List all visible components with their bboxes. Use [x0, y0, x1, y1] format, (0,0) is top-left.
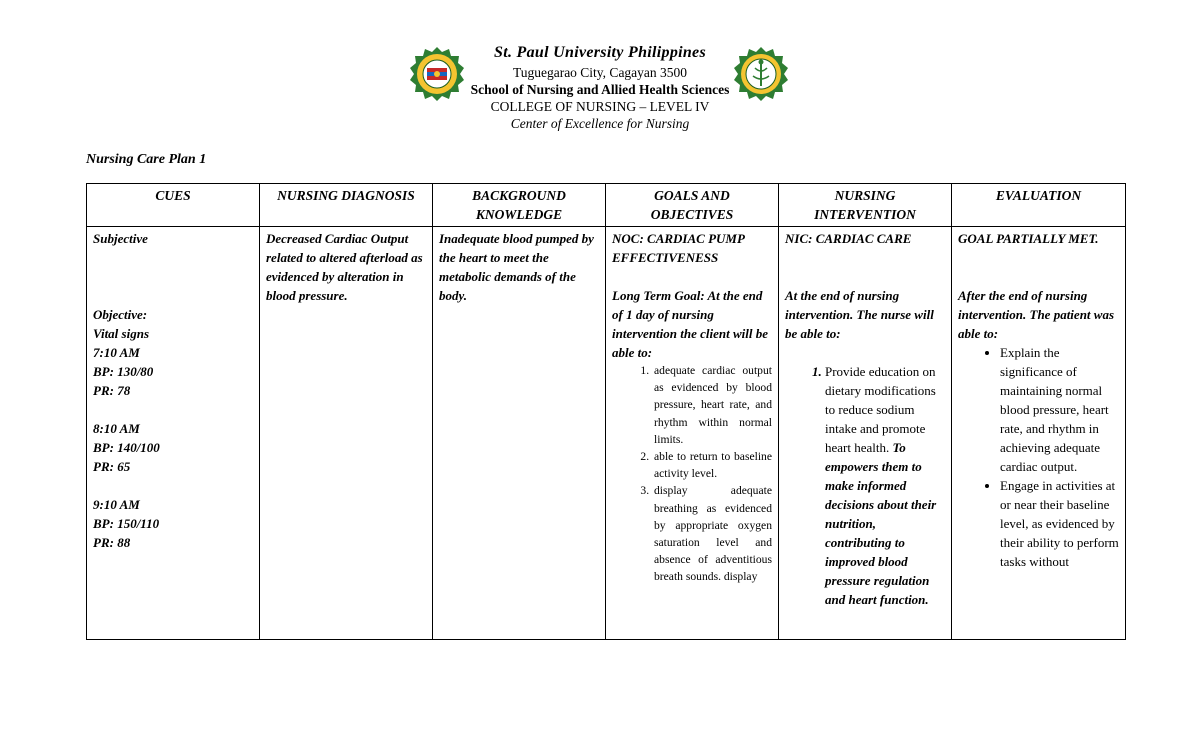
header-intervention [779, 184, 952, 227]
header-goals [606, 184, 779, 227]
vital-pr: PR: 78 [93, 383, 131, 398]
cues-cell [87, 227, 260, 640]
evaluation-cell [952, 227, 1126, 640]
list-item: • Explain the significance of maintaining normal blood pressure, heart rate, and rhythm in achieving adequate cardiac output. [1000, 343, 1119, 476]
header-intervention-line1: NURSING [834, 188, 896, 203]
vital-time: 7:10 AM [93, 345, 140, 360]
background-cell [433, 227, 606, 640]
header-background [433, 184, 606, 227]
vital-time: 8:10 AM [93, 421, 140, 436]
evaluation-list [958, 343, 1119, 571]
header-cues: CUES [87, 184, 260, 227]
list-item: 2. able to return to baseline activity level. [652, 448, 772, 482]
goals-list [612, 362, 772, 586]
intervention-cell [779, 227, 952, 640]
diagnosis-cell [260, 227, 433, 640]
nic-label: NIC: CARDIAC CARE [785, 231, 912, 246]
background-knowledge-text: Inadequate blood pumped by the heart to meet the metabolic demands of the body. [439, 231, 594, 303]
list-item: 3. display adequate breathing as evidenced by appropriate oxygen saturation level and absence of adventitious breath sounds. display [652, 482, 772, 585]
header-background-line2: KNOWLEDGE [475, 207, 563, 222]
header-goals-line2: OBJECTIVES [650, 207, 734, 222]
intervention-list [785, 362, 945, 609]
document-header [0, 42, 1200, 132]
goals-cell [606, 227, 779, 640]
cues-subjective: Subjective [93, 231, 148, 246]
college-tagline: Center of Excellence for Nursing [510, 116, 690, 131]
noc-label: NOC: CARDIAC PUMP EFFECTIVENESS [612, 231, 745, 265]
cues-objective: Objective: [93, 307, 148, 322]
vital-bp: BP: 150/110 [93, 516, 160, 531]
header-goals-line1: GOALS AND [654, 188, 730, 203]
list-item: • Engage in activities at or near their baseline level, as evidenced by their ability to perform tasks without [1000, 476, 1119, 571]
plan-title: Nursing Care Plan 1 [86, 152, 207, 167]
header-diagnosis: NURSING DIAGNOSIS [260, 184, 433, 227]
cues-vital-signs: Vital signs [93, 326, 149, 341]
vital-time: 9:10 AM [93, 497, 140, 512]
vital-bp: BP: 140/100 [93, 440, 160, 455]
intervention-intro: At the end of nursing intervention. The nurse will be able to: [785, 288, 934, 341]
header-intervention-line2: INTERVENTION [814, 207, 916, 222]
vital-pr: PR: 88 [93, 535, 131, 550]
intervention-text: Provide education on dietary modifications to reduce sodium intake and promote heart health. [825, 364, 936, 455]
table-row [87, 227, 1126, 640]
school-name: School of Nursing and Allied Health Sciences [470, 82, 730, 97]
header-evaluation: EVALUATION [952, 184, 1126, 227]
header-background-line1: BACKGROUND [472, 188, 566, 203]
intervention-rationale: To empowers them to make informed decisions about their nutrition, contributing to improved blood pressure regulation and heart function. [825, 440, 937, 607]
college-name: COLLEGE OF NURSING – LEVEL IV [490, 99, 710, 114]
university-name: St. Paul University Philippines [494, 44, 706, 61]
list-item: 1. adequate cardiac output as evidenced by blood pressure, heart rate, and rhythm within normal limits. [652, 362, 772, 448]
evaluation-intro: After the end of nursing intervention. The patient was able to: [958, 288, 1115, 341]
evaluation-status: GOAL PARTIALLY MET. [958, 231, 1099, 246]
university-location: Tuguegarao City, Cagayan 3500 [512, 65, 688, 80]
vital-bp: BP: 130/80 [93, 364, 154, 379]
vital-pr: PR: 65 [93, 459, 131, 474]
long-term-goal: Long Term Goal: At the end of 1 day of nursing intervention the client will be able to: [612, 288, 768, 360]
nursing-diagnosis-text: Decreased Cardiac Output related to altered afterload as evidenced by alteration in blood pressure. [266, 231, 423, 303]
care-plan-table [86, 183, 1126, 640]
list-item [825, 362, 945, 609]
table-header-row [87, 184, 1126, 227]
